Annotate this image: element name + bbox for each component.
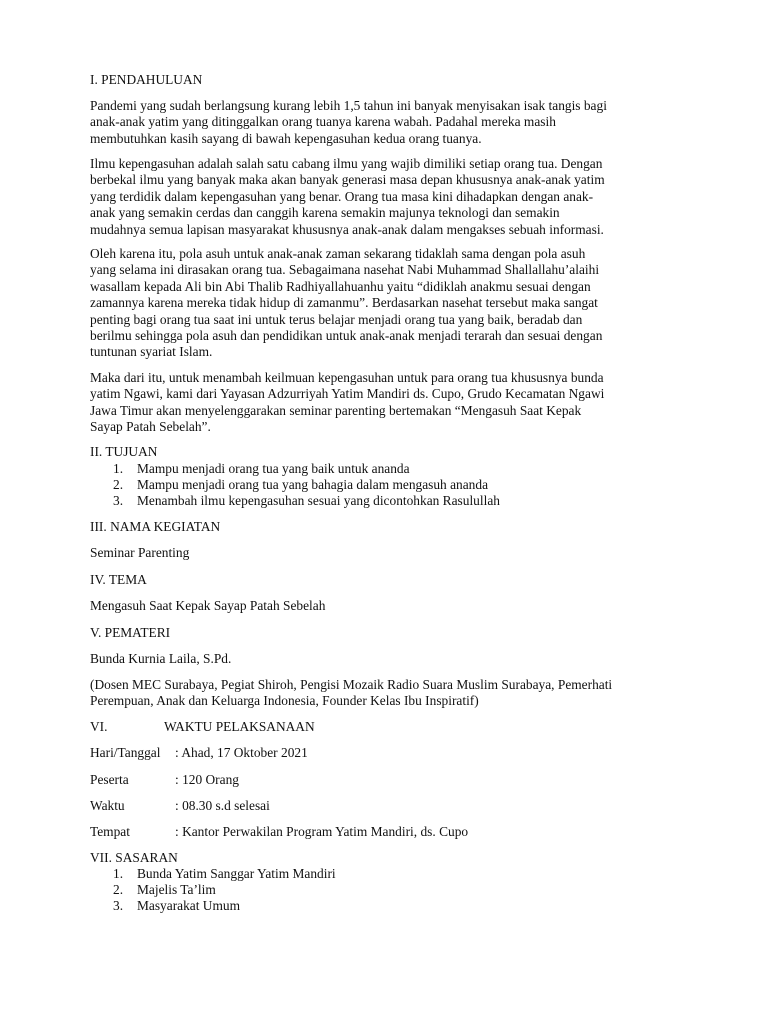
row-label: Hari/Tanggal bbox=[90, 745, 161, 760]
list-item bbox=[113, 493, 673, 509]
text-line: mudahnya semua lapisan masyarakat khususnya anak-anak dalam mengakses sebuah informasi. bbox=[90, 221, 604, 237]
text-line: yatim Ngawi, kami dari Yayasan Adzurriyah Yatim Mandiri ds. Cupo, Grudo Kecamatan Ngawi bbox=[90, 386, 605, 402]
nama-kegiatan-value: Seminar Parenting bbox=[90, 545, 190, 560]
text-line: membutuhkan kasih sayang di bawah kepengasuhan kedua orang tuanya. bbox=[90, 130, 482, 146]
list-item bbox=[113, 882, 673, 898]
paragraph-ilmu-kepengasuhan bbox=[90, 156, 690, 238]
row-label: Waktu bbox=[90, 798, 125, 813]
list-number: 3. bbox=[113, 898, 124, 913]
text-line: anak yang semakin cerdas dan canggih karena semakin majunya teknologi dan semakin bbox=[90, 205, 560, 221]
heading-pemateri: V. PEMATERI bbox=[90, 625, 171, 640]
text-line: wasallam kepada Ali bin Abi Thalib Radhiyallahuanhu yaitu “didiklah anakmu sesuai dengan bbox=[90, 278, 591, 294]
heading-sasaran: VII. SASARAN bbox=[90, 850, 178, 865]
text-line: berilmu sehingga pola asuh dan pendidikan untuk anak-anak menjadi terarah dan sesuai dengan bbox=[90, 328, 603, 344]
row-label: Tempat bbox=[90, 824, 130, 839]
heading-tujuan: II. TUJUAN bbox=[90, 444, 158, 459]
text-line: yang terdidik dalam kepengasuhan yang benar. Orang tua masa kini dihadapkan dengan anak- bbox=[90, 188, 594, 204]
text-line: yang selama ini dirasakan orang tua. Sebagaimana nasehat Nabi Muhammad Shallallahu’alaihi bbox=[90, 262, 600, 278]
paragraph-pola-asuh bbox=[90, 246, 690, 361]
text-line: Maka dari itu, untuk menambah keilmuan kepengasuhan untuk para orang tua khususnya bunda bbox=[90, 370, 604, 385]
paragraph-pandemi bbox=[90, 98, 690, 147]
heading-nama-kegiatan: III. NAMA KEGIATAN bbox=[90, 519, 221, 534]
row-peserta bbox=[90, 772, 690, 788]
paragraph-maka-dari-itu bbox=[90, 370, 690, 436]
list-item bbox=[113, 866, 673, 882]
list-item bbox=[113, 461, 673, 477]
row-value: : Ahad, 17 Oktober 2021 bbox=[175, 745, 308, 760]
list-number: 1. bbox=[113, 461, 124, 476]
text-line: (Dosen MEC Surabaya, Pegiat Shiroh, Pengisi Mozaik Radio Suara Muslim Surabaya, Pemerhati bbox=[90, 677, 613, 692]
text-line: Oleh karena itu, pola asuh untuk anak-anak zaman sekarang tidaklah sama dengan pola asuh bbox=[90, 246, 586, 261]
list-number: 2. bbox=[113, 882, 124, 897]
row-hari-tanggal bbox=[90, 745, 690, 761]
pemateri-description bbox=[90, 677, 690, 710]
list-text: Masyarakat Umum bbox=[137, 898, 241, 913]
heading-text: WAKTU PELAKSANAAN bbox=[164, 719, 315, 734]
list-item bbox=[113, 477, 673, 493]
row-tempat bbox=[90, 824, 690, 840]
heading-tema: IV. TEMA bbox=[90, 572, 147, 587]
list-number: 2. bbox=[113, 477, 124, 492]
text-line: anak-anak yatim yang ditinggalkan orang tuanya karena wabah. Padahal mereka masih bbox=[90, 114, 556, 130]
list-text: Menambah ilmu kepengasuhan sesuai yang dicontohkan Rasulullah bbox=[137, 493, 500, 508]
pemateri-name: Bunda Kurnia Laila, S.Pd. bbox=[90, 651, 232, 666]
list-text: Mampu menjadi orang tua yang baik untuk ananda bbox=[137, 461, 410, 476]
row-value: : Kantor Perwakilan Program Yatim Mandiri, ds. Cupo bbox=[175, 824, 469, 839]
list-text: Majelis Ta’lim bbox=[137, 882, 216, 897]
row-label: Peserta bbox=[90, 772, 129, 787]
heading-waktu-pelaksanaan bbox=[90, 719, 690, 735]
text-line: Jawa Timur akan menyelenggarakan seminar parenting bertemakan “Mengasuh Saat Kepak bbox=[90, 402, 582, 418]
text-line: Pandemi yang sudah berlangsung kurang lebih 1,5 tahun ini banyak menyisakan isak tangis bagi bbox=[90, 98, 607, 113]
row-waktu bbox=[90, 798, 690, 814]
text-line: penting bagi orang tua saat ini untuk terus belajar menjadi orang tua yang baik, beradab dan bbox=[90, 311, 583, 327]
heading-number: VI. bbox=[90, 719, 108, 734]
row-value: : 120 Orang bbox=[175, 772, 239, 787]
heading-pendahuluan: I. PENDAHULUAN bbox=[90, 72, 203, 87]
text-line: Perempuan, Anak dan Keluarga Indonesia, Founder Kelas Ibu Inspiratif) bbox=[90, 693, 479, 709]
list-text: Bunda Yatim Sanggar Yatim Mandiri bbox=[137, 866, 336, 881]
text-line: tuntunan syariat Islam. bbox=[90, 344, 213, 360]
text-line: zamannya karena mereka tidak hidup di zamanmu”. Berdasarkan nasehat tersebut maka sangat bbox=[90, 295, 598, 311]
list-number: 1. bbox=[113, 866, 124, 881]
list-text: Mampu menjadi orang tua yang bahagia dalam mengasuh ananda bbox=[137, 477, 489, 492]
text-line: Sayap Patah Sebelah”. bbox=[90, 419, 211, 435]
row-value: : 08.30 s.d selesai bbox=[175, 798, 270, 813]
list-item bbox=[113, 898, 673, 914]
text-line: berbekal ilmu yang banyak maka akan banyak generasi masa depan khususnya anak-anak yatim bbox=[90, 172, 605, 188]
text-line: Ilmu kepengasuhan adalah salah satu cabang ilmu yang wajib dimiliki setiap orang tua. Dengan bbox=[90, 156, 603, 171]
tema-value: Mengasuh Saat Kepak Sayap Patah Sebelah bbox=[90, 598, 326, 613]
list-number: 3. bbox=[113, 493, 124, 508]
